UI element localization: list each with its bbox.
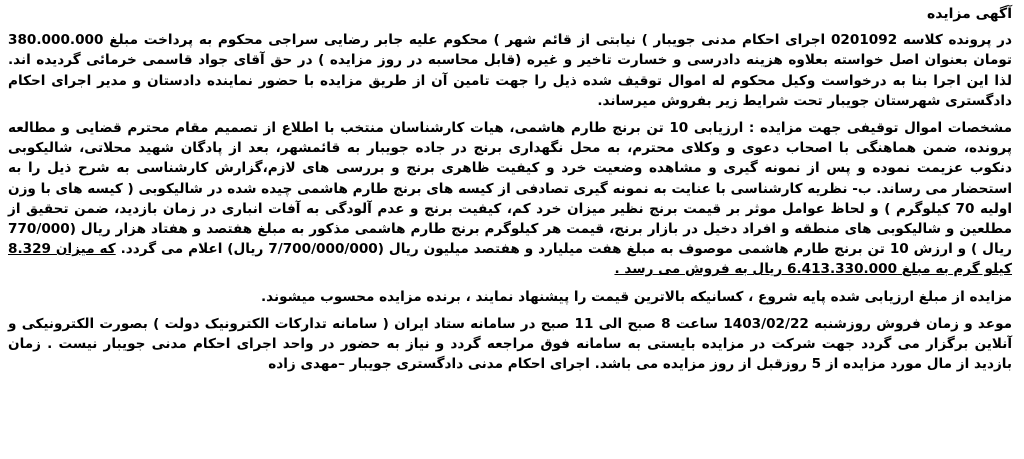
property-specs-paragraph (8, 118, 1012, 280)
announcement-document (8, 4, 1012, 381)
announcement-title: آگهی مزایده (926, 6, 1012, 22)
case-paragraph: در پرونده کلاسه 0201092 اجرای احکام مدنی جویبار ) نیابتی از قائم شهر ) محکوم علیه جابر رضایی سراجی محکوم به پرداخت مبلغ 380.000.000 تومان بعنوان اصل خواسته بعلاوه هزینه دادرسی و خسارت تاخیر و غیره (قابل محاسبه در روز مزایده ) در حق آقای جواد قاسمی خرمائی گردیده اند. لذا این اجرا بنا به درخواست وکیل محکوم له اموال توقیف شده ذیل را جهت تامین آن از طریق مزایده با حضور نماینده دادستان و مدیر اجرای احکام دادگستری شهرستان جویبار تحت شرایط زیر بفروش میرساند. (8, 32, 1012, 109)
auction-time-paragraph: موعد و زمان فروش روزشنبه 1403/02/22 ساعت 8 صبح الی 11 صبح در سامانه ستاد ایران ( سامانه تدارکات الکترونیک دولت ) بصورت الکترونیکی و آنلاین برگزار می گردد جهت شرکت در مزایده بایستی به سامانه فوق مراجعه گردد و نیاز به حضور در واحد اجرای احکام مدنی جویبار نیست . زمان بازدید از مال مورد مزایده از 5 روزقبل از روز مزایده می باشد. اجرای احکام مدنی دادگستری جویبار –مهدی زاده (8, 315, 1013, 373)
sale-amount-underlined: که میزان 8.329 کیلو گرم به مبلغ 6.413.330.000 ریال به فروش می رسد . (8, 241, 1012, 278)
auction-start-paragraph: مزایده از مبلغ ارزیابی شده پایه شروع ، کسانیکه بالاترین قیمت را پیشنهاد نمایند ، برنده مزایده محسوب میشوند. (260, 288, 1012, 305)
property-specs-text: مشخصات اموال توقیفی جهت مزایده : ارزیابی 10 تن برنج طارم هاشمی، هیات کارشناسان منتخب با اطلاع از تصمیم مقام محترم قضایی و مطالعه پرونده، ضمن هماهنگی با اصحاب دعوی و وکلای محترم، به محل نگهداری برنج در جاده جویبار به قائمشهر، بعد از پادگان شهید محلاتی، شالیکوبی دنکوب عزیمت نموده و پس از نمونه گیری و مشاهده وضعیت خرد و کیفیت ظاهری برنج و بررسی های لازم،گزارش کارشناسی به شرح ذیل را به استحضار می رساند. ب- نظریه کارشناسی با عنایت به نمونه گیری تصادفی از کیسه های برنج طارم هاشمی چیده شده در شالیکوبی ( کیسه های با وزن اولیه 70 کیلوگرم ) و لحاظ عوامل موثر بر قیمت برنج نظیر میزان خرد کم، کیفیت برنج و عدم آلودگی به آفات انباری در زمان بازدید، ضمن تحقیق از مطلعین و شالیکوبی های منطقه و افراد دخیل در بازار برنج، قیمت هر کیلوگرم برنج طارم هاشمی مذکور به مبلغ هفتصد و هفتاد هزار ریال (770/000 ریال ) و ارزش 10 تن برنج طارم هاشمی موصوف به مبلغ هفت میلیارد و هفتصد میلیون ریال (7/700/000/000 ریال) اعلام می گردد. (8, 120, 1013, 258)
